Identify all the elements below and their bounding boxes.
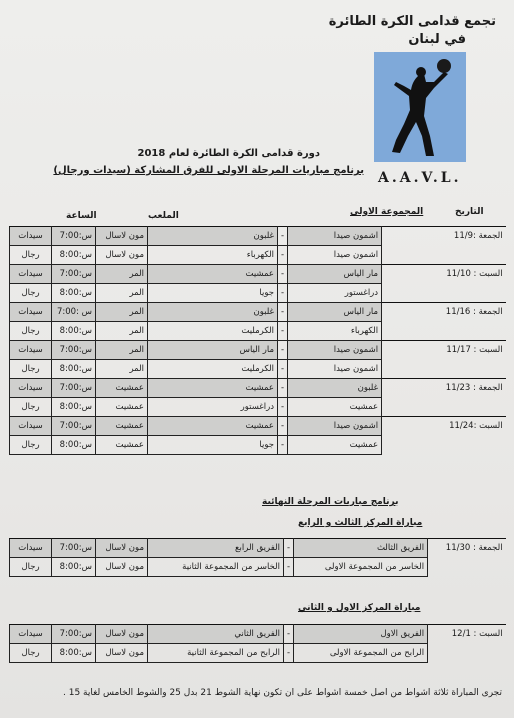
away-team-cell: الكرمليت <box>148 360 278 379</box>
time-cell: س:7:00 <box>52 227 96 246</box>
home-team-cell: الكهرباء <box>288 322 382 341</box>
category-cell: رجال <box>10 322 52 341</box>
category-cell: سيدات <box>10 303 52 322</box>
dash-cell: - <box>278 379 288 398</box>
away-team-cell: الرابح من المجموعة الثانية <box>148 644 284 663</box>
dash-cell: - <box>278 417 288 436</box>
table-row <box>10 539 506 558</box>
venue-cell: عمشيت <box>96 436 148 455</box>
dash-cell: - <box>278 341 288 360</box>
away-team-cell: الكهرباء <box>148 246 278 265</box>
dash-cell: - <box>284 558 294 577</box>
away-team-cell: عمشيت <box>148 379 278 398</box>
category-cell: رجال <box>10 644 52 663</box>
category-cell: رجال <box>10 398 52 417</box>
time-cell: س:8:00 <box>52 558 96 577</box>
away-team-cell: عمشيت <box>148 265 278 284</box>
dash-cell: - <box>278 360 288 379</box>
time-cell: س:8:00 <box>52 246 96 265</box>
dash-cell: - <box>278 265 288 284</box>
home-team-cell: اشمون صيدا <box>288 360 382 379</box>
category-cell: رجال <box>10 284 52 303</box>
home-team-cell: دراغستور <box>288 284 382 303</box>
away-team-cell: الفريق الثاني <box>148 625 284 644</box>
column-header-time: الساعة <box>66 211 97 221</box>
category-cell: رجال <box>10 558 52 577</box>
table-row <box>10 341 506 360</box>
home-team-cell: اشمون صيدا <box>288 417 382 436</box>
venue-cell: مون لاسال <box>96 625 148 644</box>
away-team-cell: الكرمليت <box>148 322 278 341</box>
time-cell: س:8:00 <box>52 644 96 663</box>
time-cell: س:7:00 <box>52 625 96 644</box>
home-team-cell: اشمون صيدا <box>288 227 382 246</box>
time-cell: س:7:00 <box>52 417 96 436</box>
dash-cell: - <box>284 539 294 558</box>
table-row <box>10 303 506 322</box>
home-team-cell: مار الياس <box>288 303 382 322</box>
column-header-venue: الملعب <box>148 211 179 221</box>
venue-cell: المر <box>96 265 148 284</box>
venue-cell: المر <box>96 341 148 360</box>
final-stage-title: برنامج مباريات المرحلة النهائية <box>262 497 399 507</box>
org-name-line1: تجمع قدامى الكرة الطائرة <box>328 14 496 29</box>
venue-cell: مون لاسال <box>96 539 148 558</box>
match-date: السبت : 11/10 <box>382 265 506 303</box>
third-place-title: مباراة المركز الثالث و الرابع <box>298 518 423 528</box>
venue-cell: المر <box>96 360 148 379</box>
venue-cell: مون لاسال <box>96 227 148 246</box>
table-row <box>10 227 506 246</box>
venue-cell: المر <box>96 303 148 322</box>
category-cell: سيدات <box>10 417 52 436</box>
time-cell: س:8:00 <box>52 436 96 455</box>
home-team-cell: اشمون صيدا <box>288 341 382 360</box>
match-date: الجمعة :11/9 <box>382 227 506 265</box>
home-team-cell: الخاسر من المجموعة الاولى <box>294 558 428 577</box>
table-row <box>10 625 506 644</box>
category-cell: سيدات <box>10 379 52 398</box>
logo-text: A.A.V.L. <box>378 170 462 186</box>
home-team-cell: الرابح من المجموعة الاولى <box>294 644 428 663</box>
away-team-cell: جويا <box>148 436 278 455</box>
time-cell: س:8:00 <box>52 284 96 303</box>
venue-cell: مون لاسال <box>96 558 148 577</box>
time-cell: س:8:00 <box>52 360 96 379</box>
home-team-cell: الفريق الثالث <box>294 539 428 558</box>
stage1-schedule-table <box>9 226 506 455</box>
match-date: السبت :11/24 <box>382 417 506 455</box>
column-header-group: المجموعة الاولى <box>350 207 424 217</box>
time-cell: س:7:00 <box>52 379 96 398</box>
home-team-cell: اشمون صيدا <box>288 246 382 265</box>
footer-note: تجرى المباراة ثلاثة اشواط من اصل خمسة اشواط على ان تكون نهاية الشوط 21 بدل 25 والشوط الخامس لغاية 15 . <box>62 688 502 698</box>
away-team-cell: مار الياس <box>148 341 278 360</box>
category-cell: رجال <box>10 246 52 265</box>
away-team-cell: الفريق الرابع <box>148 539 284 558</box>
time-cell: س :7:00 <box>52 303 96 322</box>
category-cell: سيدات <box>10 539 52 558</box>
time-cell: س:7:00 <box>52 539 96 558</box>
first-place-table <box>9 624 506 663</box>
page-subtitle: برنامج مباريات المرحلة الاولى للفرق المشاركة (سيدات ورجال) <box>53 165 364 176</box>
dash-cell: - <box>278 246 288 265</box>
time-cell: س:8:00 <box>52 322 96 341</box>
home-team-cell: مار الياس <box>288 265 382 284</box>
away-team-cell: دراغستور <box>148 398 278 417</box>
third-place-table <box>9 538 506 577</box>
venue-cell: مون لاسال <box>96 246 148 265</box>
page-title: دورة قدامى الكرة الطائرة لعام 2018 <box>137 148 320 159</box>
match-date: الجمعة : 11/16 <box>382 303 506 341</box>
match-date: السبت : 12/1 <box>428 625 506 663</box>
away-team-cell: عمشيت <box>148 417 278 436</box>
category-cell: سيدات <box>10 625 52 644</box>
dash-cell: - <box>278 436 288 455</box>
dash-cell: - <box>284 625 294 644</box>
away-team-cell: غلبون <box>148 227 278 246</box>
time-cell: س:8:00 <box>52 398 96 417</box>
category-cell: سيدات <box>10 265 52 284</box>
venue-cell: عمشيت <box>96 379 148 398</box>
away-team-cell: جويا <box>148 284 278 303</box>
dash-cell: - <box>284 644 294 663</box>
table-row <box>10 417 506 436</box>
match-date: السبت : 11/17 <box>382 341 506 379</box>
first-place-title: مباراة المركز الاول و الثاني <box>298 603 421 613</box>
table-row <box>10 379 506 398</box>
venue-cell: المر <box>96 284 148 303</box>
volleyball-player-icon <box>374 52 466 162</box>
venue-cell: عمشيت <box>96 398 148 417</box>
dash-cell: - <box>278 227 288 246</box>
dash-cell: - <box>278 322 288 341</box>
category-cell: رجال <box>10 436 52 455</box>
category-cell: سيدات <box>10 227 52 246</box>
time-cell: س:7:00 <box>52 265 96 284</box>
category-cell: سيدات <box>10 341 52 360</box>
time-cell: س:7:00 <box>52 341 96 360</box>
venue-cell: عمشيت <box>96 417 148 436</box>
table-row <box>10 265 506 284</box>
match-date: الجمعة : 11/30 <box>428 539 506 577</box>
match-date: الجمعة : 11/23 <box>382 379 506 417</box>
dash-cell: - <box>278 398 288 417</box>
column-header-date: التاريخ <box>455 207 484 217</box>
dash-cell: - <box>278 303 288 322</box>
home-team-cell: غلبون <box>288 379 382 398</box>
home-team-cell: الفريق الاول <box>294 625 428 644</box>
home-team-cell: عمشيت <box>288 436 382 455</box>
home-team-cell: عمشيت <box>288 398 382 417</box>
org-name-line2: في لبنان <box>408 32 466 47</box>
volleyball-player-logo <box>374 52 466 162</box>
venue-cell: المر <box>96 322 148 341</box>
venue-cell: مون لاسال <box>96 644 148 663</box>
dash-cell: - <box>278 284 288 303</box>
away-team-cell: غلبون <box>148 303 278 322</box>
category-cell: رجال <box>10 360 52 379</box>
away-team-cell: الخاسر من المجموعة الثانية <box>148 558 284 577</box>
